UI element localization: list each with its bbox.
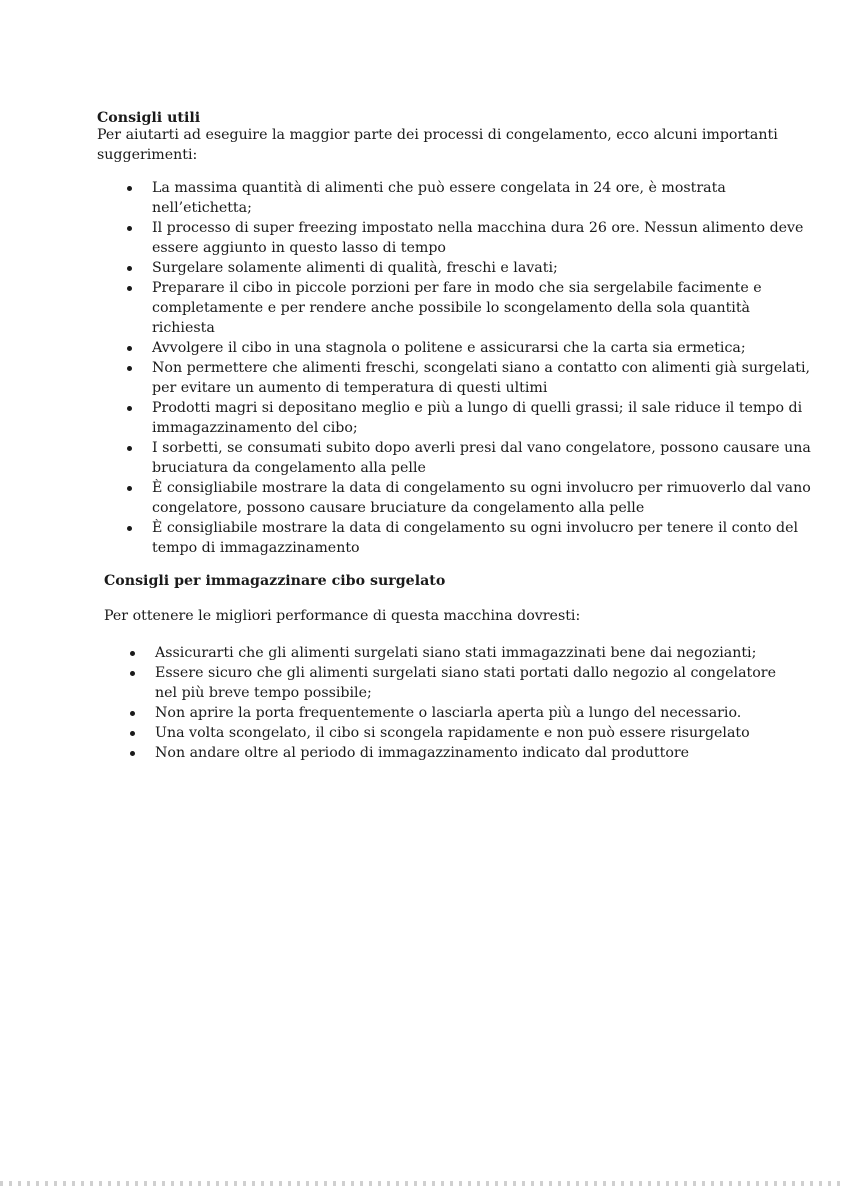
bullet-icon <box>127 286 132 291</box>
bullet-icon <box>130 651 135 656</box>
list-item <box>155 743 795 763</box>
bullet-icon <box>127 366 132 371</box>
list-item <box>152 338 812 358</box>
list-item <box>152 398 812 438</box>
list-item <box>152 178 812 218</box>
list-item-text: Avvolgere il cibo in una stagnola o politene e assicurarsi che la carta sia ermetica; <box>152 340 746 356</box>
bullet-icon <box>127 406 132 411</box>
bullet-icon <box>130 671 135 676</box>
list-item-text: Assicurarti che gli alimenti surgelati siano stati immagazzinati bene dai negozianti; <box>155 645 757 661</box>
list-item-text: Una volta scongelato, il cibo si scongela rapidamente e non può essere risurgelato <box>155 725 750 741</box>
list-item-text: Preparare il cibo in piccole porzioni per fare in modo che sia sergelabile facimente e completamente e per rendere anche possibile lo scongelamento della sola quantità richiesta <box>152 280 762 336</box>
list-item <box>152 518 812 558</box>
list-item <box>155 703 795 723</box>
scan-artifact-line <box>0 1181 846 1186</box>
list-item-text: Non andare oltre al periodo di immagazzinamento indicato dal produttore <box>155 745 690 761</box>
list-item-text: La massima quantità di alimenti che può essere congelata in 24 ore, è mostrata nell’etichetta; <box>152 180 726 216</box>
section-heading-useful-tips: Consigli utili <box>97 110 201 126</box>
section-intro-frozen-storage: Per ottenere le migliori performance di questa macchina dovresti: <box>104 608 581 624</box>
frozen-storage-list <box>155 643 795 763</box>
list-item <box>155 663 795 703</box>
list-item-text: Non permettere che alimenti freschi, scongelati siano a contatto con alimenti già surgelati, per evitare un aumento di temperatura di questi ultimi <box>152 360 811 396</box>
list-item <box>152 438 812 478</box>
list-item <box>152 478 812 518</box>
bullet-icon <box>127 346 132 351</box>
section-heading-frozen-storage: Consigli per immagazzinare cibo surgelato <box>104 573 446 589</box>
list-item <box>155 723 795 743</box>
section-intro-useful-tips: Per aiutarti ad eseguire la maggior parte dei processi di congelamento, ecco alcuni importanti suggerimenti: <box>97 127 778 163</box>
list-item-text: I sorbetti, se consumati subito dopo averli presi dal vano congelatore, possono causare una bruciatura da congelamento alla pelle <box>152 440 811 476</box>
list-item-text: È consigliabile mostrare la data di congelamento su ogni involucro per rimuoverlo dal vano congelatore, possono causare bruciature da congelamento alla pelle <box>152 480 811 516</box>
bullet-icon <box>127 486 132 491</box>
bullet-icon <box>130 711 135 716</box>
bullet-icon <box>127 266 132 271</box>
list-item-text: Essere sicuro che gli alimenti surgelati siano stati portati dallo negozio al congelatore nel più breve tempo possibile; <box>155 665 776 701</box>
bullet-icon <box>130 731 135 736</box>
bullet-icon <box>127 446 132 451</box>
bullet-icon <box>127 526 132 531</box>
list-item <box>152 358 812 398</box>
bullet-icon <box>127 186 132 191</box>
list-item <box>152 258 812 278</box>
bullet-icon <box>127 226 132 231</box>
useful-tips-list <box>152 178 812 558</box>
list-item-text: È consigliabile mostrare la data di congelamento su ogni involucro per tenere il conto del tempo di immagazzinamento <box>152 520 799 556</box>
list-item <box>155 643 795 663</box>
list-item-text: Il processo di super freezing impostato nella macchina dura 26 ore. Nessun alimento deve essere aggiunto in questo lasso di tempo <box>152 220 804 256</box>
list-item <box>152 278 812 338</box>
list-item-text: Surgelare solamente alimenti di qualità, freschi e lavati; <box>152 260 558 276</box>
list-item-text: Prodotti magri si depositano meglio e più a lungo di quelli grassi; il sale riduce il tempo di immagazzinamento del cibo; <box>152 400 803 436</box>
bullet-icon <box>130 751 135 756</box>
list-item-text: Non aprire la porta frequentemente o lasciarla aperta più a lungo del necessario. <box>155 705 742 721</box>
list-item <box>152 218 812 258</box>
